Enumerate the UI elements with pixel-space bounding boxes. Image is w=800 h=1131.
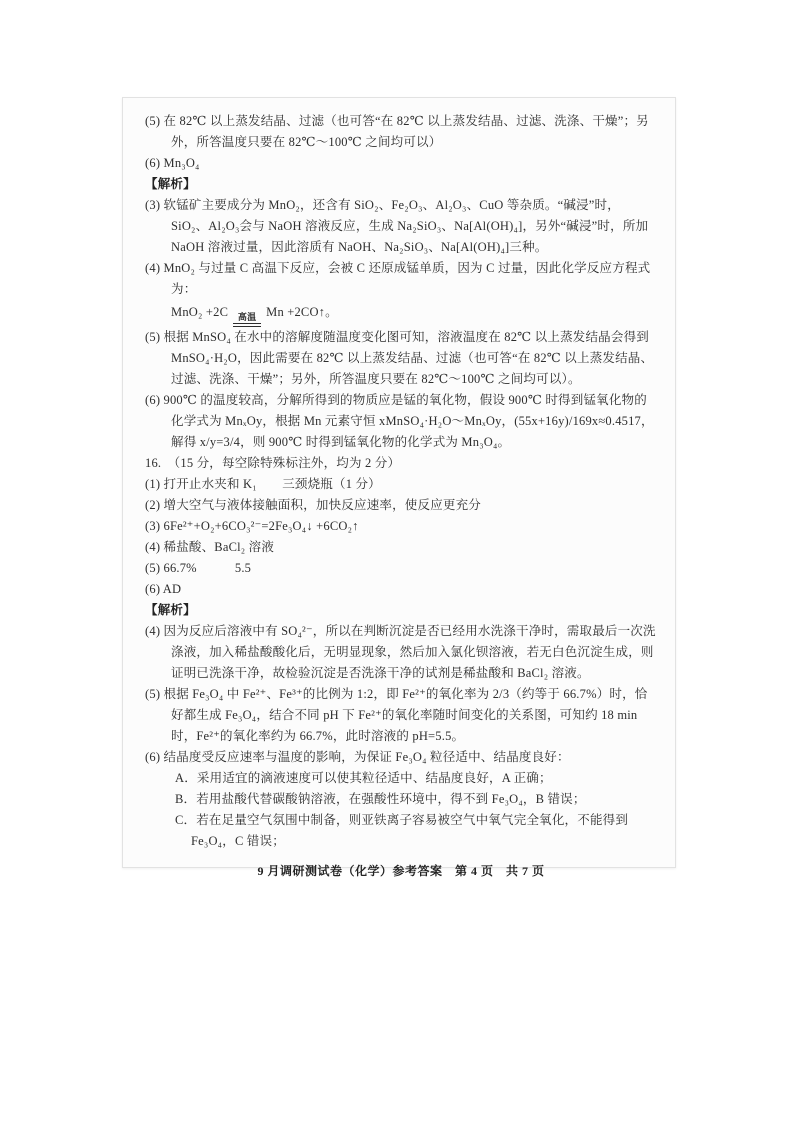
- text-line: (1) 打开止水夹和 K₁ 三颈烧瓶（1 分）: [145, 477, 381, 491]
- answer-sheet-page: [122, 97, 676, 878]
- reaction-condition-arrow: [233, 312, 261, 327]
- text-line: (4) MnO₂ 与过量 C 高温下反应，会被 C 还原成锰单质，因为 C 过量，因此化学反应方程式为：: [145, 261, 651, 296]
- text-line: (6) AD: [145, 582, 182, 596]
- text-line: (6) 900℃ 的温度较高，分解所得到的物质应是锰的氧化物，假设 900℃ 时得到锰氧化物的化学式为 MnₓOy，根据 Mn 元素守恒 xMnSO₄·H₂O～MnₓOy，(55x+16y)/169x≈0.4517，解得 x/y=3/4，则 900℃ 时得到锰氧化物的化学式为 Mn₃O₄。: [145, 393, 654, 449]
- text-line: (5) 根据 Fe₃O₄ 中 Fe²⁺、Fe³⁺的比例为 1:2，即 Fe²⁺的氧化率为 2/3（约等于 66.7%）时，恰好都生成 Fe₃O₄，结合不同 pH 下 Fe²⁺的氧化率随时间变化的关系图，可知约 18 min 时，Fe²⁺的氧化率约为 66.7%，此时溶液的 pH=5.5。: [145, 687, 648, 743]
- condition-label: 高温: [237, 312, 257, 322]
- text-line: (5) 66.7% 5.5: [145, 561, 252, 575]
- text-line: A．采用适宜的滴液速度可以使其粒径适中、结晶度良好，A 正确；: [175, 771, 552, 785]
- equation-rhs: Mn +2CO↑。: [266, 305, 338, 319]
- text-line: (4) 稀盐酸、BaCl₂ 溶液: [145, 540, 275, 554]
- text-line: (3) 软锰矿主要成分为 MnO₂，还含有 SiO₂、Fe₂O₃、Al₂O₃、CuO 等杂质。“碱浸”时，SiO₂、Al₂O₃会与 NaOH 溶液反应，生成 Na₂SiO₃、Na[Al(OH)₄]，另外“碱浸”时，所加 NaOH 溶液过量，因此溶质有 NaOH、Na₂SiO₃、Na[Al(OH)₄]三种。: [145, 198, 649, 254]
- text-line: (5) 在 82℃ 以上蒸发结晶、过滤（也可答“在 82℃ 以上蒸发结晶、过滤、洗涤、干燥”；另外，所答温度只要在 82℃～100℃ 之间均可以）: [145, 114, 649, 149]
- text-line: (3) 6Fe²⁺+O₂+6CO₃²⁻=2Fe₃O₄↓ +6CO₂↑: [145, 519, 359, 533]
- chemical-equation: [145, 300, 657, 327]
- text-line: 【解析】: [145, 177, 196, 191]
- text-line: (6) Mn₃O₄: [145, 156, 200, 170]
- answer-section-q15: [145, 111, 657, 300]
- document-body: [123, 98, 675, 878]
- page-footer: 9 月调研测试卷（化学）参考答案 第 4 页 共 7 页: [257, 864, 545, 878]
- text-line: C．若在足量空气氛围中制备，则亚铁离子容易被空气中氧气完全氧化，不能得到 Fe₃O₄，C 错误；: [175, 813, 629, 848]
- equation-lhs: MnO₂ +2C: [171, 305, 229, 319]
- text-line: (2) 增大空气与液体接触面积，加快反应速率，使反应更充分: [145, 498, 482, 512]
- text-line: (4) 因为反应后溶液中有 SO₄²⁻，所以在判断沉淀是否已经用水洗涤干净时，需取最后一次洗涤液，加入稀盐酸酸化后，无明显现象，然后加入氯化钡溶液，若无白色沉淀生成，则证明已洗涤干净，故检验沉淀是否洗涤干净的试剂是稀盐酸和 BaCl₂ 溶液。: [145, 624, 656, 680]
- text-line: 【解析】: [145, 603, 196, 617]
- answer-section-q16: [145, 327, 657, 852]
- text-line: B．若用盐酸代替碳酸钠溶液，在强酸性环境中，得不到 Fe₃O₄，B 错误；: [175, 792, 586, 806]
- text-line: 16. （15 分，每空除特殊标注外，均为 2 分）: [145, 456, 401, 470]
- text-line: (6) 结晶度受反应速率与温度的影响，为保证 Fe₃O₄ 粒径适中、结晶度良好：: [145, 750, 570, 764]
- text-line: (5) 根据 MnSO₄ 在水中的溶解度随温度变化图可知，溶液温度在 82℃ 以上蒸发结晶会得到 MnSO₄·H₂O，因此需要在 82℃ 以上蒸发结晶、过滤（也可答“在 82℃ 以上蒸发结晶、过滤、洗涤、干燥”；另外，所答温度只要在 82℃～100℃ 之间均可以）。: [145, 330, 654, 386]
